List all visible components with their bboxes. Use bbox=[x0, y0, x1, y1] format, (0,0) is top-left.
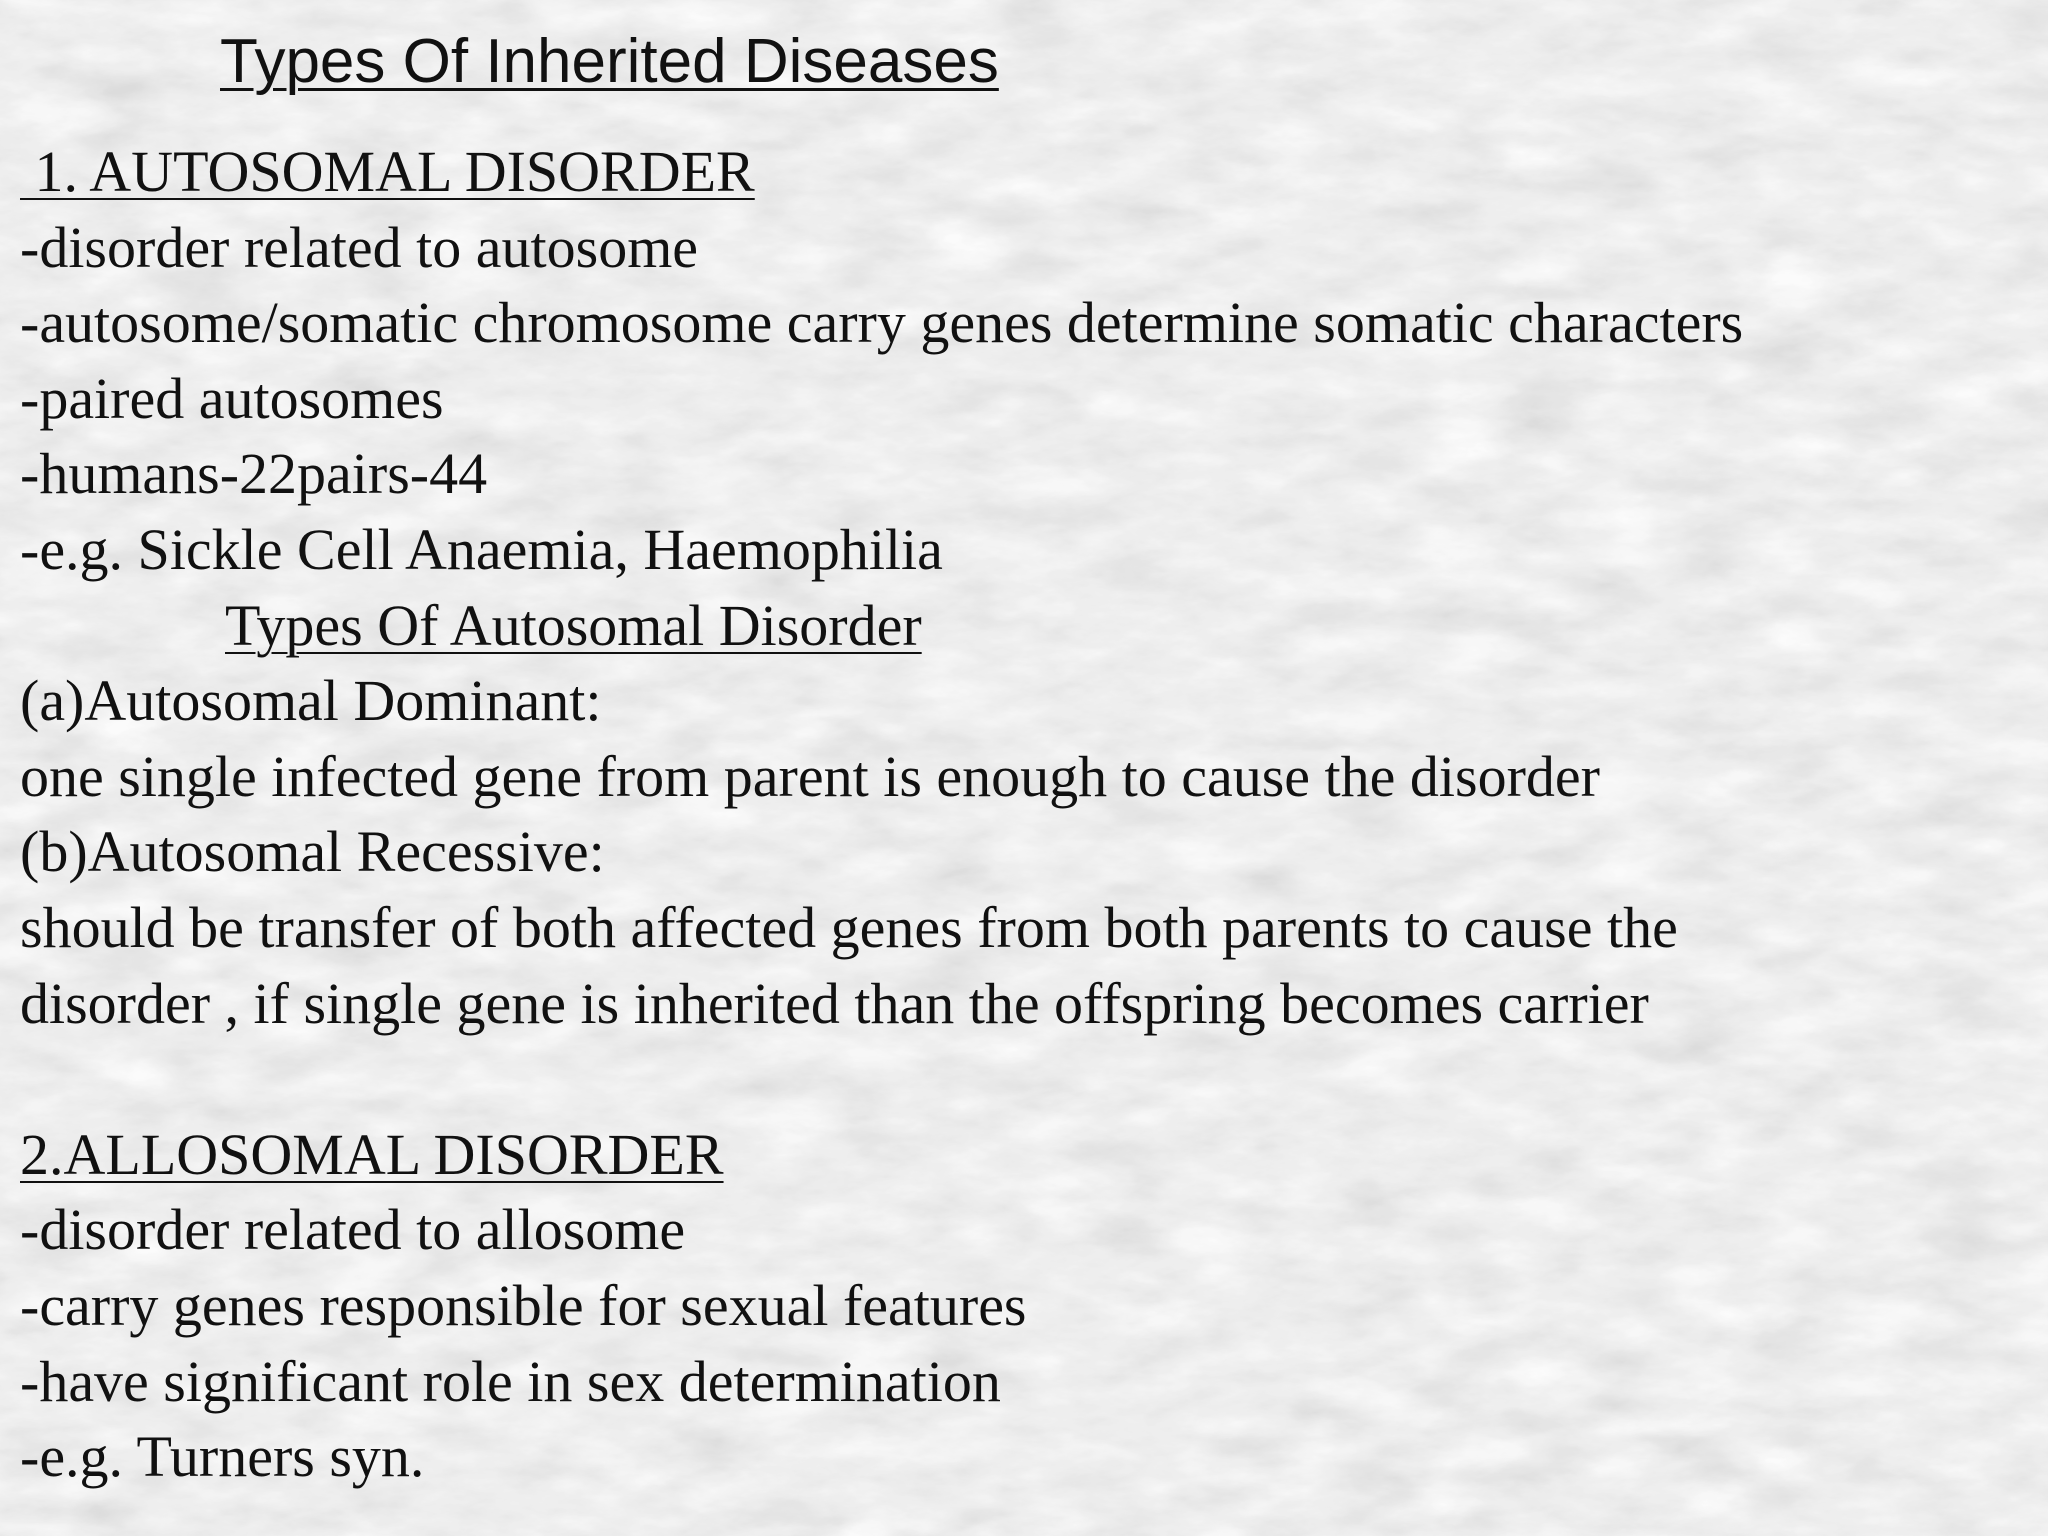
subheading-wrapper bbox=[20, 588, 2030, 664]
allosomal-point: -have significant role in sex determination bbox=[20, 1348, 1001, 1414]
autosomal-point: -humans-22pairs-44 bbox=[20, 441, 488, 507]
autosomal-point: -e.g. Sickle Cell Anaemia, Haemophilia bbox=[20, 516, 943, 582]
autosomal-point: -paired autosomes bbox=[20, 365, 444, 431]
slide-title: Types Of Inherited Diseases bbox=[220, 27, 999, 96]
recessive-description-line-2: disorder , if single gene is inherited than the offspring becomes carrier bbox=[20, 970, 1649, 1036]
section-heading-allosomal: 2.ALLOSOMAL DISORDER bbox=[20, 1121, 724, 1187]
autosomal-point: -autosome/somatic chromosome carry genes determine somatic characters bbox=[20, 290, 1744, 356]
subheading-autosomal-types: Types Of Autosomal Disorder bbox=[225, 592, 922, 658]
spacer bbox=[20, 1041, 2030, 1117]
allosomal-point: -e.g. Turners syn. bbox=[20, 1424, 425, 1490]
recessive-label: (b)Autosomal Recessive: bbox=[20, 819, 605, 885]
slide-body bbox=[20, 134, 2030, 1495]
allosomal-point: -disorder related to allosome bbox=[20, 1197, 686, 1263]
dominant-label: (a)Autosomal Dominant: bbox=[20, 668, 602, 734]
allosomal-point: -carry genes responsible for sexual features bbox=[20, 1272, 1027, 1338]
autosomal-point: -disorder related to autosome bbox=[20, 214, 699, 280]
dominant-description: one single infected gene from parent is enough to cause the disorder bbox=[20, 743, 1600, 809]
section-heading-autosomal: 1. AUTOSOMAL DISORDER bbox=[20, 139, 755, 204]
recessive-description-line-1: should be transfer of both affected genes from both parents to cause the bbox=[20, 894, 1678, 960]
